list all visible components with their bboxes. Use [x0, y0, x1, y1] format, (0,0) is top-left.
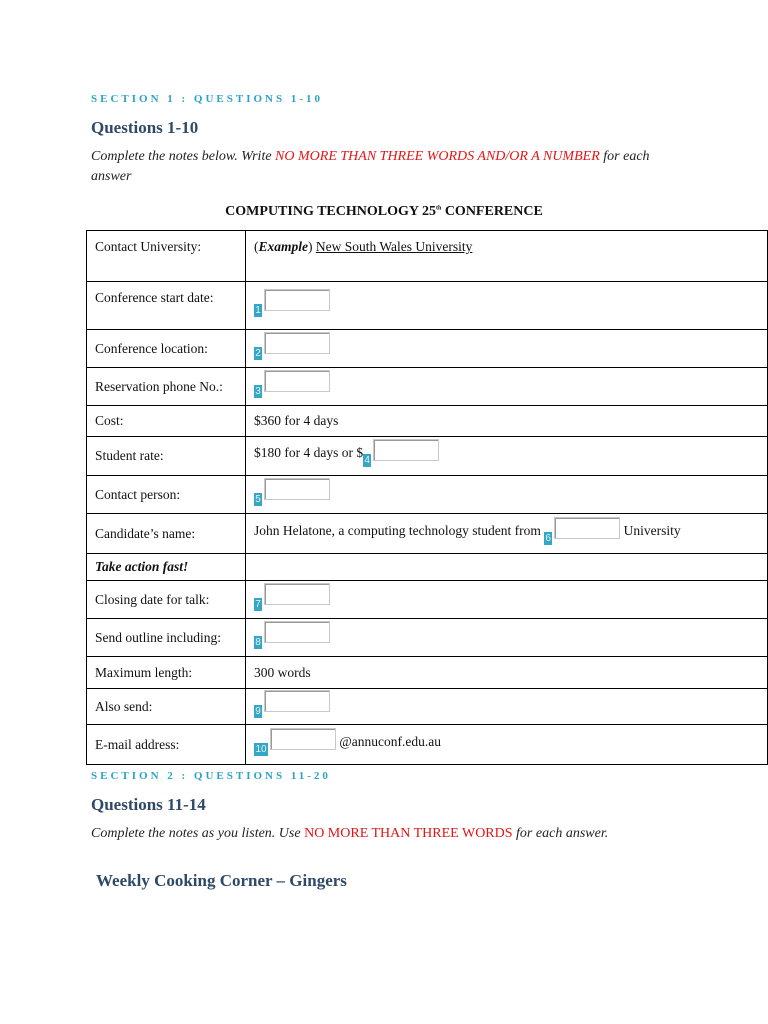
title-superscript: th [435, 205, 442, 212]
row-value: 300 words [246, 657, 768, 689]
section-1-instructions [91, 147, 651, 187]
instructions-emphasis: NO MORE THAN THREE WORDS AND/OR A NUMBER [275, 149, 600, 164]
row-label: Conference start date: [87, 282, 246, 330]
answer-input-6[interactable] [554, 517, 620, 539]
question-number: 9 [255, 705, 261, 717]
question-number: 6 [545, 532, 551, 544]
row-label: Conference location: [87, 330, 246, 368]
table-row [87, 554, 768, 581]
instructions-text-end: for each answer [91, 149, 650, 184]
table-row [87, 282, 768, 330]
row-answer [246, 476, 768, 514]
row-answer [246, 725, 768, 765]
row-label: Take action fast! [87, 554, 246, 581]
table-row [87, 368, 768, 406]
table-row [87, 406, 768, 437]
notes-table [86, 230, 768, 765]
question-number: 10 [255, 743, 267, 755]
row-value: $360 for 4 days [246, 406, 768, 437]
title-end: CONFERENCE [441, 204, 543, 219]
answer-input-3[interactable] [264, 370, 330, 392]
section-1-label: SECTION 1 : QUESTIONS 1-10 [91, 93, 324, 105]
row-answer [246, 437, 768, 476]
table-row [87, 476, 768, 514]
row-value-suffix: University [623, 522, 681, 538]
row-label: Cost: [87, 406, 246, 437]
table-row [87, 619, 768, 657]
row-answer [246, 330, 768, 368]
question-number: 5 [255, 493, 261, 505]
row-answer [246, 514, 768, 554]
email-domain: @annuconf.edu.au [339, 733, 442, 749]
answer-input-5[interactable] [264, 478, 330, 500]
row-label: Contact person: [87, 476, 246, 514]
row-answer [246, 282, 768, 330]
table-row [87, 437, 768, 476]
row-label: Closing date for talk: [87, 581, 246, 619]
table-row [87, 689, 768, 725]
example-answer: New South Wales University [315, 239, 473, 254]
answer-input-4[interactable] [373, 439, 439, 461]
row-label: Send outline including: [87, 619, 246, 657]
example-tag: Example [258, 239, 308, 254]
row-answer [246, 368, 768, 406]
answer-input-7[interactable] [264, 583, 330, 605]
table-row [87, 514, 768, 554]
weekly-cooking-heading: Weekly Cooking Corner – Gingers [96, 871, 347, 890]
table-row [87, 231, 768, 282]
instructions-text-end: for each answer. [512, 826, 609, 841]
table-row [87, 657, 768, 689]
table-row [87, 330, 768, 368]
instructions-text: Complete the notes below. Write [91, 149, 276, 164]
table-row [87, 725, 768, 765]
section-2-instructions [91, 824, 731, 844]
answer-input-9[interactable] [264, 690, 330, 712]
row-value: (Example) New South Wales University [246, 231, 768, 282]
answer-input-10[interactable] [270, 728, 336, 750]
row-label: Candidate’s name: [87, 514, 246, 554]
row-value-empty [246, 554, 768, 581]
question-number: 1 [255, 304, 261, 316]
questions-1-10-heading: Questions 1-10 [91, 118, 199, 137]
conference-title [0, 204, 768, 220]
question-number: 7 [255, 598, 261, 610]
row-answer [246, 619, 768, 657]
title-main: COMPUTING TECHNOLOGY 25 [225, 204, 436, 219]
questions-11-14-heading: Questions 11-14 [91, 795, 206, 814]
row-value-text: $180 for 4 days or $ [254, 445, 364, 460]
answer-input-1[interactable] [264, 289, 330, 311]
row-answer [246, 581, 768, 619]
answer-input-2[interactable] [264, 332, 330, 354]
section-2-label: SECTION 2 : QUESTIONS 11-20 [91, 770, 331, 782]
answer-input-8[interactable] [264, 621, 330, 643]
row-label: Maximum length: [87, 657, 246, 689]
question-number: 8 [255, 636, 261, 648]
row-label: Student rate: [87, 437, 246, 476]
table-row [87, 581, 768, 619]
instructions-emphasis: NO MORE THAN THREE WORDS [304, 826, 513, 841]
question-number: 2 [255, 347, 261, 359]
row-label: Contact University: [87, 231, 246, 282]
question-number: 4 [364, 455, 370, 466]
row-answer [246, 689, 768, 725]
instructions-text: Complete the notes as you listen. Use [91, 826, 305, 841]
row-label: Also send: [87, 689, 246, 725]
row-value-text: John Helatone, a computing technology student from [254, 522, 545, 538]
row-label: E-mail address: [87, 725, 246, 765]
row-label: Reservation phone No.: [87, 368, 246, 406]
question-number: 3 [255, 385, 261, 397]
